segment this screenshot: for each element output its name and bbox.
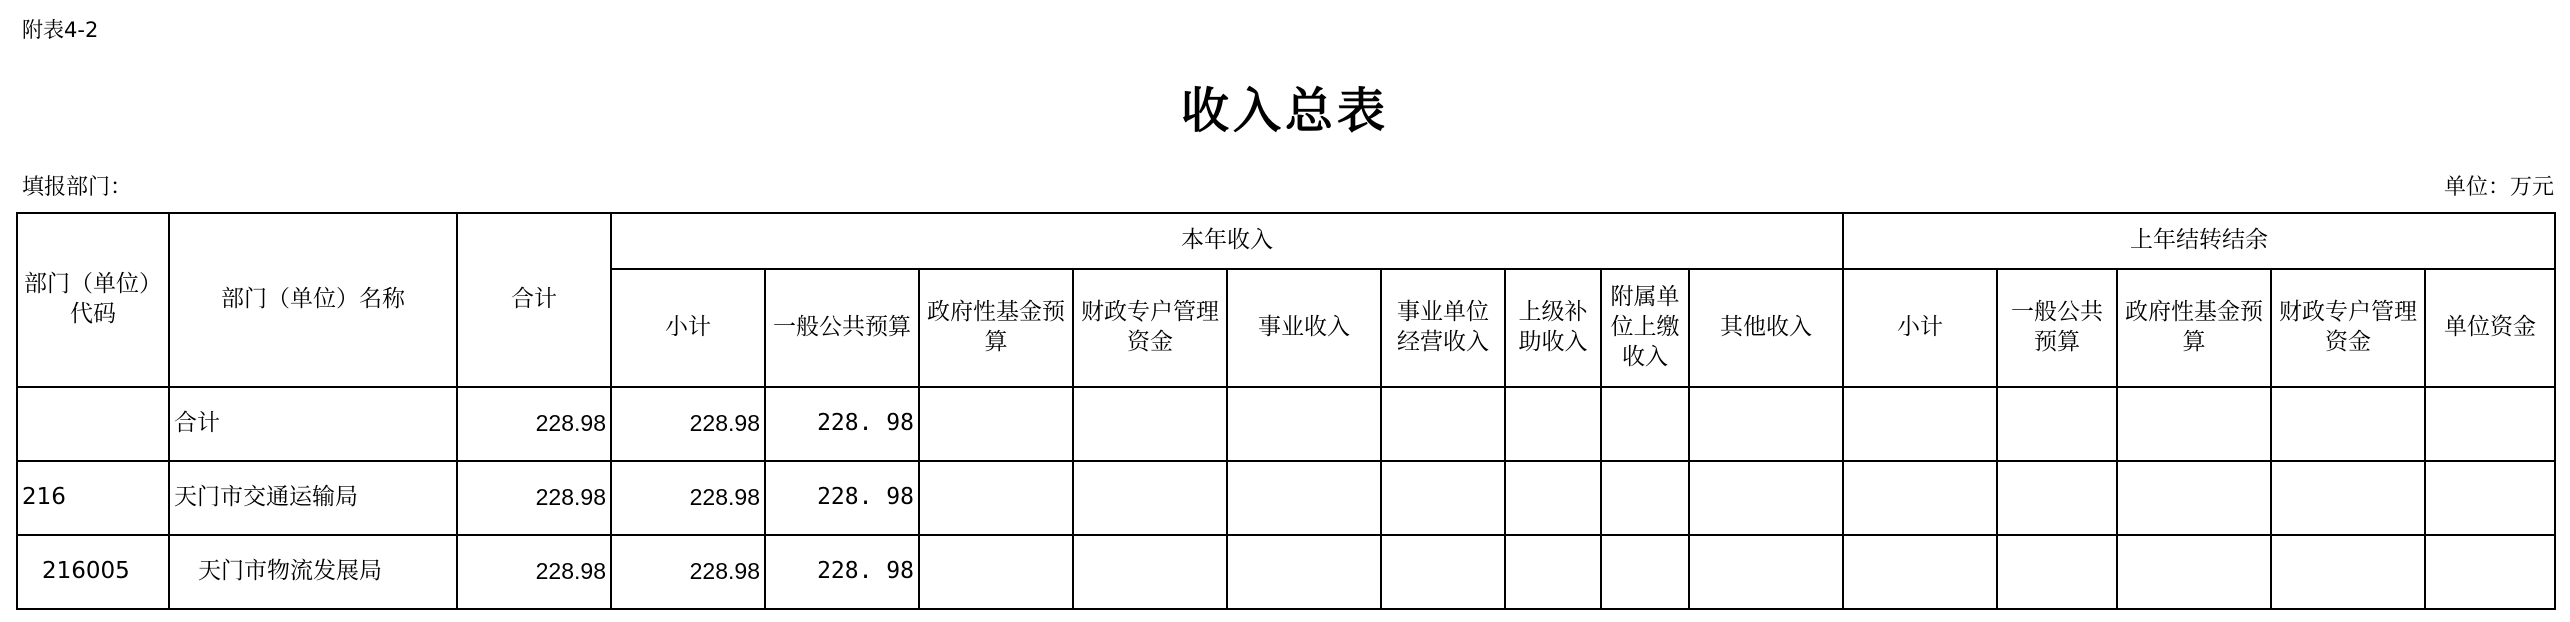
cell-general-budget: 228. 98 — [765, 461, 919, 535]
attachment-label: 附表4-2 — [22, 18, 99, 42]
cell-subtotal: 228.98 — [611, 461, 765, 535]
header-col: 事业收入 — [1227, 269, 1381, 387]
income-summary-table — [16, 212, 2556, 610]
cell-name: 天门市交通运输局 — [169, 461, 457, 535]
header-prior-year-carryover: 上年结转结余 — [1843, 213, 2555, 269]
table-row — [17, 535, 2555, 609]
header-col: 政府性基金预算 — [2117, 269, 2271, 387]
cell-general-budget: 228. 98 — [765, 387, 919, 461]
header-col: 一般公共预算 — [765, 269, 919, 387]
header-current-year-income: 本年收入 — [611, 213, 1843, 269]
header-dept-code: 部门（单位）代码 — [17, 213, 169, 387]
header-col: 小计 — [1843, 269, 1997, 387]
unit-label: 单位：万元 — [2443, 175, 2554, 200]
header-row-1 — [17, 213, 2555, 269]
cell-name: 合计 — [169, 387, 457, 461]
cell-subtotal: 228.98 — [611, 535, 765, 609]
header-col: 其他收入 — [1689, 269, 1843, 387]
table-row — [17, 461, 2555, 535]
cell-code — [17, 387, 169, 461]
table-row — [17, 387, 2555, 461]
page-title: 收入总表 — [1180, 83, 1389, 139]
header-col: 小计 — [611, 269, 765, 387]
fill-department-label: 填报部门： — [22, 175, 133, 200]
header-total: 合计 — [457, 213, 611, 387]
cell-subtotal: 228.98 — [611, 387, 765, 461]
header-dept-name: 部门（单位）名称 — [169, 213, 457, 387]
header-col: 事业单位经营收入 — [1381, 269, 1505, 387]
cell-name: 天门市物流发展局 — [169, 535, 457, 609]
cell-total: 228.98 — [457, 461, 611, 535]
cell-total: 228.98 — [457, 387, 611, 461]
header-col: 财政专户管理资金 — [1073, 269, 1227, 387]
header-col: 附属单位上缴收入 — [1601, 269, 1689, 387]
header-col: 政府性基金预算 — [919, 269, 1073, 387]
cell-total: 228.98 — [457, 535, 611, 609]
header-col: 财政专户管理资金 — [2271, 269, 2425, 387]
cell-code: 216005 — [17, 535, 169, 609]
header-col: 上级补助收入 — [1505, 269, 1601, 387]
header-col: 单位资金 — [2425, 269, 2555, 387]
cell-code: 216 — [17, 461, 169, 535]
cell-general-budget: 228. 98 — [765, 535, 919, 609]
header-col: 一般公共预算 — [1997, 269, 2117, 387]
